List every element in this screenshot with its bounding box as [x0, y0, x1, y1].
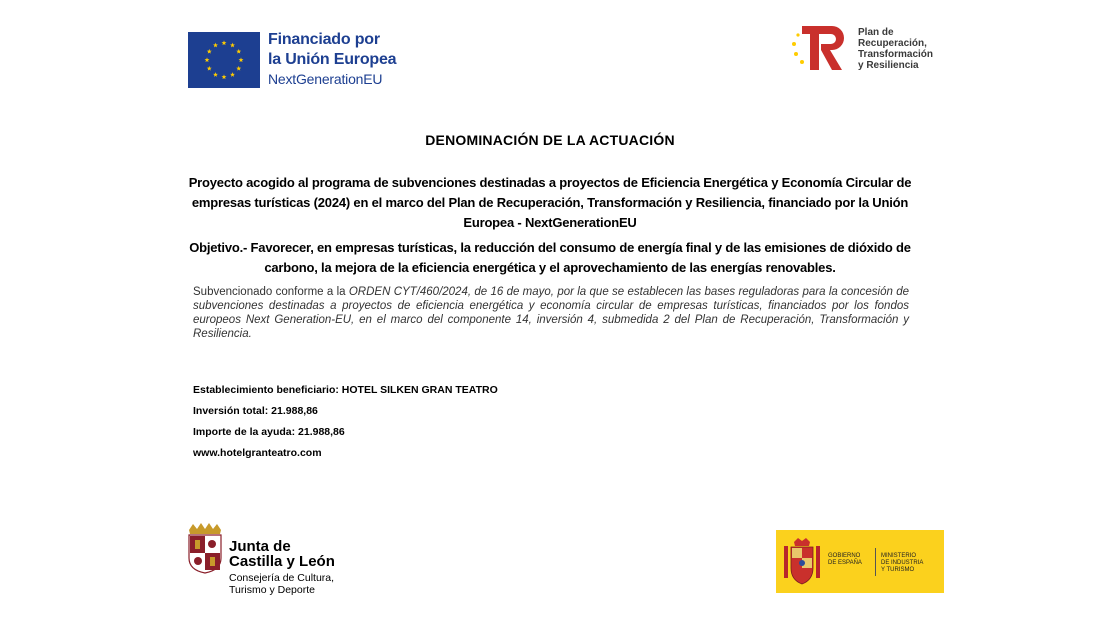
- ministerio-line3: Y TURISMO: [881, 567, 915, 573]
- gobierno-espana-logo: [776, 530, 944, 593]
- eu-logo-line2: la Unión Europea: [268, 51, 397, 68]
- beneficiary-info: Establecimiento beneficiario: HOTEL SILKEN GRAN TEATRO: [193, 384, 498, 396]
- prtr-line4: y Resiliencia: [858, 60, 919, 71]
- junta-castilla-leon-logo: [186, 522, 386, 594]
- coat-of-arms-icon: [186, 522, 224, 574]
- gobierno-line1: GOBIERNO: [828, 553, 861, 559]
- jcyl-line2: Castilla y León: [229, 553, 335, 570]
- eu-flag-icon: [188, 32, 260, 88]
- jcyl-line3: Consejería de Cultura,: [229, 572, 335, 584]
- investment-info: Inversión total: 21.988,86: [193, 405, 318, 417]
- eu-logo-line1: Financiado por: [268, 31, 380, 48]
- document-heading: DENOMINACIÓN DE LA ACTUACIÓN: [425, 132, 675, 148]
- prtr-mark-icon: [788, 22, 852, 74]
- website-link[interactable]: www.hotelgranteatro.com: [193, 447, 322, 459]
- prtr-line2: Recuperación,: [858, 38, 927, 49]
- prtr-line1: Plan de: [858, 27, 894, 38]
- eu-funding-logo: [188, 30, 403, 90]
- ministerio-line2: DE INDUSTRIA: [881, 560, 924, 566]
- funding-order: ORDEN CYT/460/2024, de 16 de mayo, por la que se establecen las bases reguladoras para la concesión de subvenciones destinadas a proyectos de eficiencia energética y economía circular de empresas turísticas, financiados por los fondos europeos Next Generation-EU, en el marco del componente 14, inversión 4, submedida 2 del Plan de Recuperación, Transformación y Resiliencia.: [193, 286, 909, 340]
- jcyl-line1: Junta de: [229, 538, 291, 555]
- prtr-line3: Transformación: [858, 49, 934, 60]
- funding-statement: [193, 285, 909, 341]
- prtr-logo: [788, 22, 948, 74]
- logo-divider: [875, 548, 876, 576]
- jcyl-line4: Turismo y Deporte: [229, 584, 315, 596]
- aid-amount-info: Importe de la ayuda: 21.988,86: [193, 426, 345, 438]
- eu-logo-line3: NextGenerationEU: [268, 71, 383, 87]
- funding-prefix: Subvencionado conforme a la: [193, 286, 349, 298]
- spain-coat-of-arms-icon: [782, 538, 822, 586]
- project-description: Proyecto acogido al programa de subvenciones destinadas a proyectos de Eficiencia Energética y Economía Circular de empresas turísticas (2024) en el marco del Plan de Recuperación, Transformación y Resiliencia, financiado por la Unión Europea - NextGenerationEU: [188, 175, 912, 230]
- ministerio-line1: MINISTERIO: [881, 553, 917, 559]
- project-objective: Objetivo.- Favorecer, en empresas turísticas, la reducción del consumo de energía final y de las emisiones de dióxido de carbono, la mejora de la eficiencia energética y el aprovechamiento de las energías renovables.: [189, 240, 911, 275]
- gobierno-line2: DE ESPAÑA: [828, 560, 862, 566]
